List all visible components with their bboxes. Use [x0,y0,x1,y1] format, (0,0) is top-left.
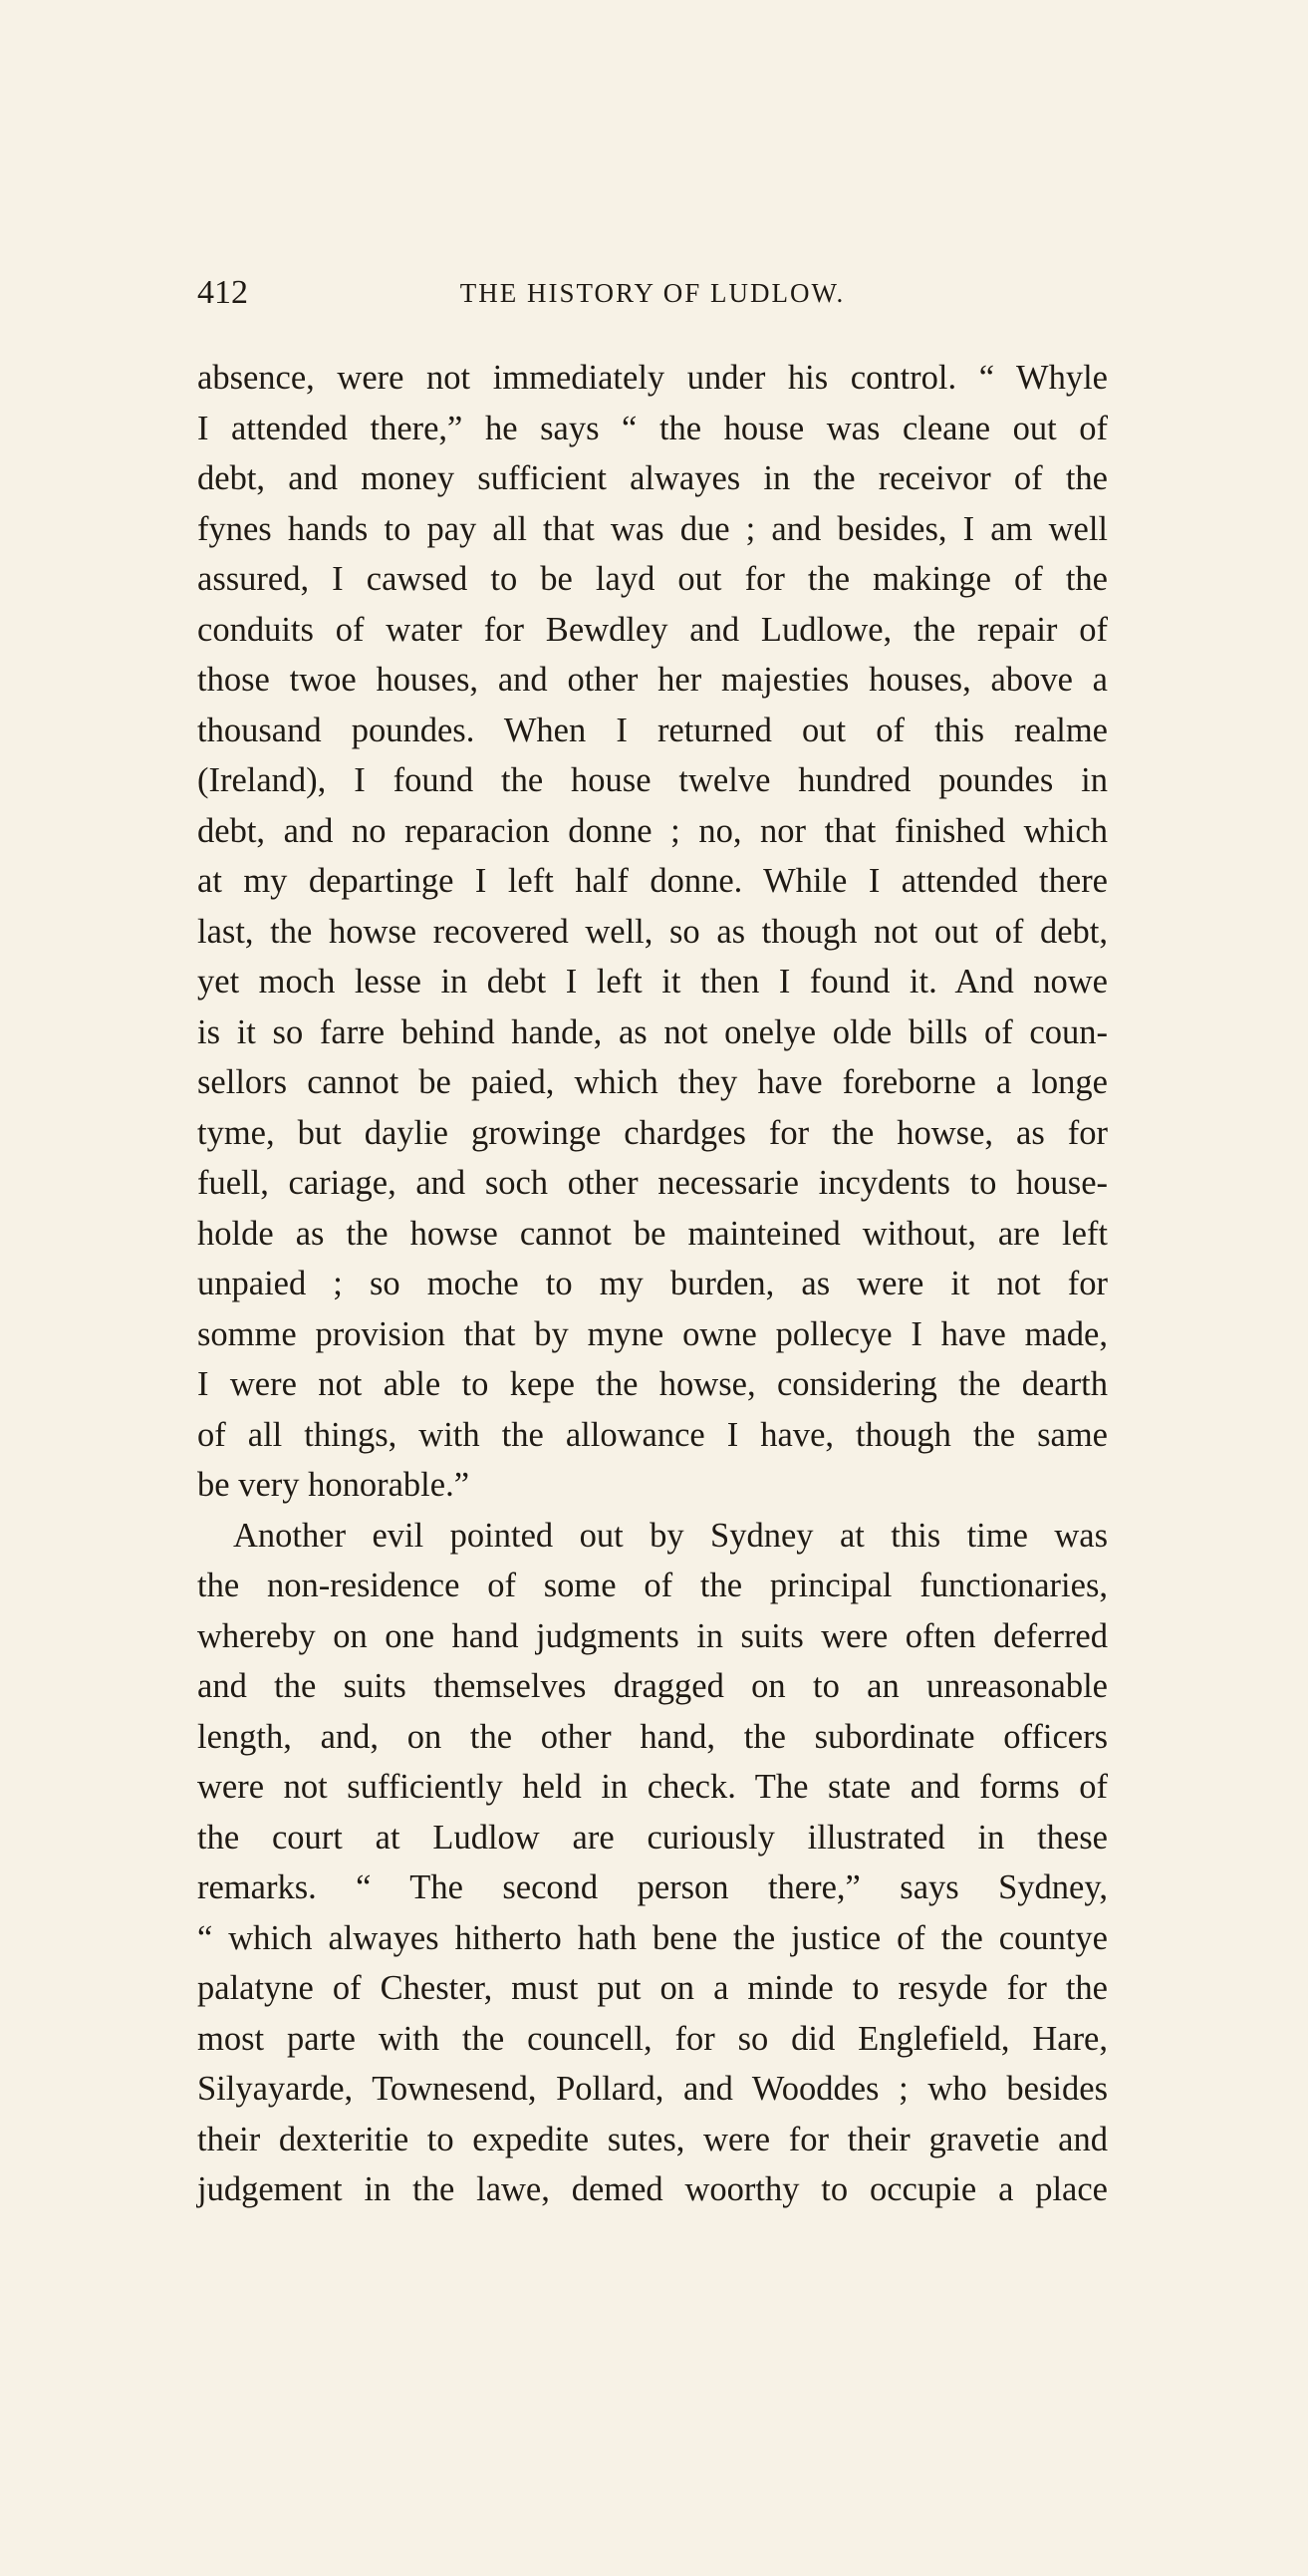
paragraph-start-line: Another evil pointed out by Sydney at this time was [233,1516,1108,1555]
text-line: I attended there,” he says “ the house was cleane out of [197,409,1108,447]
text-line: somme provision that by myne owne pollecye I have made, [197,1314,1108,1353]
text-line: at my departinge I left half donne. While I attended there [197,862,1108,900]
paragraph-end-line: be very honorable.” [197,1466,470,1504]
text-line: assured, I cawsed to be layd out for the makinge of the [197,560,1108,598]
running-title: THE HISTORY OF LUDLOW. [459,278,846,308]
text-line: the court at Ludlow are curiously illustrated in these [197,1818,1108,1857]
text-line: whereby on one hand judgments in suits were often deferred [197,1616,1108,1655]
text-line: were not sufficiently held in check. The state and forms of [197,1768,1108,1806]
body-text [197,353,1108,2215]
text-line: unpaied ; so moche to my burden, as were it not for [197,1265,1108,1302]
text-line: is it so farre behind hande, as not onelye olde bills of coun- [197,1012,1108,1051]
text-line: yet moch lesse in debt I left it then I found it. And nowe [197,963,1108,1001]
text-line: palatyne of Chester, must put on a minde to resyde for the [197,1969,1108,2007]
text-line: last, the howse recovered well, so as though not out of debt, [197,912,1108,951]
text-line: most parte with the councell, for so did Englefield, Hare, [197,2019,1108,2058]
text-line: those twoe houses, and other her majesties houses, above a [197,661,1108,699]
text-line: length, and, on the other hand, the subordinate officers [197,1717,1108,1756]
text-line: conduits of water for Bewdley and Ludlowe, the repair of [197,610,1108,649]
text-line: thousand poundes. When I returned out of this realme [197,711,1108,749]
text-line: and the suits themselves dragged on to an unreasonable [197,1667,1108,1705]
text-line: tyme, but daylie growinge chardges for the howse, as for [197,1113,1108,1152]
text-line: debt, and no reparacion donne ; no, nor that finished which [197,811,1108,850]
page-header [197,271,1108,315]
text-line: the non-residence of some of the principal functionaries, [197,1567,1108,1604]
text-line: fuell, cariage, and soch other necessarie incydents to house- [197,1164,1108,1202]
text-line: remarks. “ The second person there,” says Sydney, [197,1868,1108,1906]
text-line: holde as the howse cannot be mainteined without, are left [197,1214,1108,1253]
text-line: sellors cannot be paied, which they have foreborne a longe [197,1063,1108,1101]
text-line: judgement in the lawe, demed woorthy to occupie a place [197,2170,1108,2208]
text-line: absence, were not immediately under his control. “ Whyle [197,359,1108,397]
text-line: I were not able to kepe the howse, considering the dearth [197,1365,1108,1403]
text-line: of all things, with the allowance I have, though the same [197,1415,1108,1454]
text-line: debt, and money sufficient alwayes in the receivor of the [197,459,1108,497]
text-line: fynes hands to pay all that was due ; and besides, I am well [197,509,1108,548]
text-line: Silyayarde, Townesend, Pollard, and Wooddes ; who besides [197,2070,1108,2108]
text-line: “ which alwayes hitherto hath bene the justice of the countye [197,1918,1108,1957]
text-line: (Ireland), I found the house twelve hundred poundes in [197,761,1108,799]
text-line: their dexteritie to expedite sutes, were for their gravetie and [197,2120,1108,2158]
page-number: 412 [197,274,248,311]
